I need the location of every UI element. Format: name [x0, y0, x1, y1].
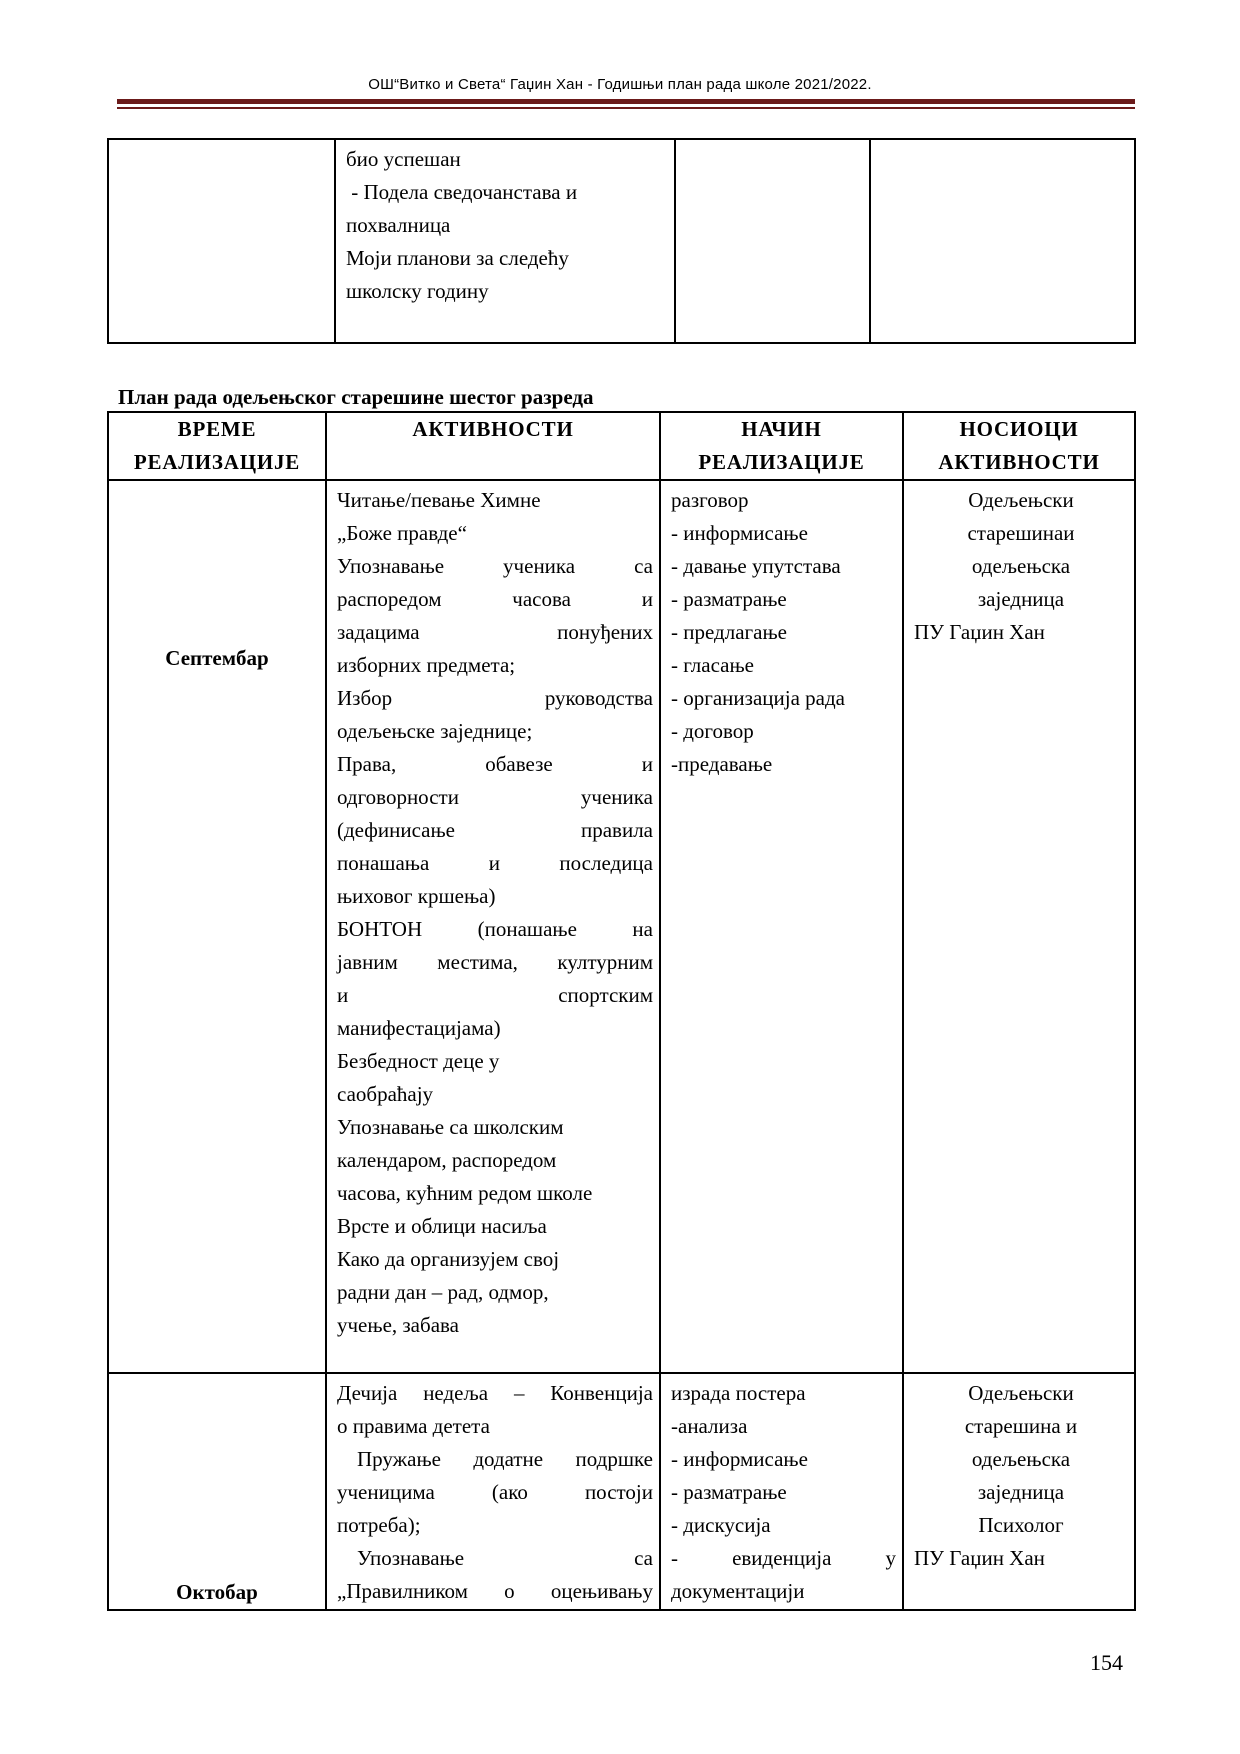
activity-line: одељењске заједнице;	[337, 719, 533, 743]
page-number: 154	[1090, 1650, 1123, 1675]
activity-line: одговорности ученика	[337, 785, 653, 809]
activity-line: Упознавање са	[357, 1546, 653, 1570]
activity-line: њиховог кршења)	[337, 884, 496, 908]
header-method	[660, 412, 903, 480]
carrier-line: одељењска	[971, 1447, 1071, 1471]
month-cell	[108, 480, 326, 1373]
carrier-line: ПУ Гаџин Хан	[914, 620, 1045, 644]
header-carriers-line1: НОСИОЦИ	[959, 417, 1079, 441]
activity-line: календаром, распоредом	[337, 1148, 557, 1172]
carrier-line: Психолог	[978, 1513, 1064, 1537]
table-row	[108, 1373, 1135, 1610]
activity-line: манифестацијама)	[337, 1016, 501, 1040]
activity-line: часова, кућним редом школе	[337, 1181, 593, 1205]
activity-line: Упознавање ученика са	[337, 554, 653, 578]
activity-line: изборних предмета;	[337, 653, 516, 677]
carrier-line: ПУ Гаџин Хан	[914, 1546, 1045, 1570]
method-line: - информисање	[671, 521, 808, 545]
method-line: - разматрање	[671, 1480, 787, 1504]
activity-line: Читање/певање Химне	[337, 488, 541, 512]
activity-line: Права, обавезе и	[337, 752, 653, 776]
activity-line: „Правилником о оцењивању	[337, 1579, 653, 1603]
carrier-line: старешина и	[964, 1414, 1078, 1438]
method-line: израда постера	[671, 1381, 806, 1405]
activity-line: школску годину	[346, 279, 489, 303]
plan-title: План рада одељењског старешине шестог разреда	[118, 385, 594, 409]
activity-line: Безбедност деце у	[337, 1049, 500, 1073]
carrier-line: заједница	[977, 587, 1065, 611]
activity-line: о правима детета	[337, 1414, 490, 1438]
activity-line: био успешан	[346, 147, 461, 171]
activity-line: задацима понуђених	[337, 620, 653, 644]
header-carriers	[903, 412, 1135, 480]
method-line: - информисање	[671, 1447, 808, 1471]
activity-line: учење, забава	[337, 1313, 459, 1337]
table-header-row	[108, 412, 1135, 480]
activity-line: Пружање додатне подршке	[357, 1447, 653, 1471]
month-cell	[108, 1373, 326, 1610]
header-rule-thick	[117, 99, 1135, 104]
carrier-line: Одељењски	[968, 488, 1074, 512]
plan-table	[107, 411, 1136, 1611]
method-line: - договор	[671, 719, 754, 743]
continued-table	[107, 138, 1136, 344]
activity-line: потреба);	[337, 1513, 421, 1537]
activity-line: понашања и последица	[337, 851, 653, 875]
activity-line: ученицима (ако постоји	[337, 1480, 653, 1504]
activity-line: БОНТОН (понашање на	[337, 917, 653, 941]
activity-line: Како да организујем свој	[337, 1247, 560, 1271]
method-line: - организација рада	[671, 686, 845, 710]
running-header: ОШ“Витко и Света“ Гаџин Хан - Годишњи план рада школе 2021/2022.	[368, 76, 872, 93]
method-line: - давање упутстава	[671, 554, 841, 578]
carrier-line: Одељењски	[968, 1381, 1074, 1405]
activity-line: - Подела сведочанстава и	[346, 180, 578, 204]
method-line: -анализа	[671, 1414, 748, 1438]
activity-line: „Боже правде“	[337, 521, 467, 545]
carrier-line: одељењска	[971, 554, 1071, 578]
activity-line: Врсте и облици насиља	[337, 1214, 547, 1238]
method-line: разговор	[671, 488, 749, 512]
continued-carriers-cell	[870, 139, 1135, 343]
carrier-line: заједница	[977, 1480, 1065, 1504]
header-method-line1: НАЧИН	[741, 417, 822, 441]
continued-time-cell	[108, 139, 335, 343]
method-line: - гласање	[671, 653, 754, 677]
header-carriers-line2: АКТИВНОСТИ	[938, 450, 1100, 474]
activity-line: (дефинисање правила	[337, 818, 653, 842]
method-cell	[660, 1373, 903, 1610]
activity-line: распоредом часова и	[337, 587, 653, 611]
method-line: документацији	[671, 1579, 805, 1603]
carriers-cell	[903, 1373, 1135, 1610]
table-row	[108, 480, 1135, 1373]
header-rule-thin	[117, 107, 1135, 109]
method-line: - разматрање	[671, 587, 787, 611]
carrier-line: старешинаи	[967, 521, 1075, 545]
header-time-line1: ВРЕМЕ	[177, 417, 257, 441]
method-line: - евиденција у	[671, 1546, 896, 1570]
activity-line: Дечија недеља – Конвенција	[337, 1381, 653, 1405]
header-time-line2: РЕАЛИЗАЦИЈЕ	[133, 450, 301, 474]
activity-line: и спортским	[337, 983, 653, 1007]
month-label: Септембар	[165, 646, 269, 670]
method-line: - дискусија	[671, 1513, 771, 1537]
carriers-cell	[903, 480, 1135, 1373]
method-line: -предавање	[671, 752, 773, 776]
activity-line: похвалница	[346, 213, 451, 237]
header-activities-line1: АКТИВНОСТИ	[412, 417, 574, 441]
activity-line: радни дан – рад, одмор,	[337, 1280, 549, 1304]
activity-line: Избор руководства	[337, 686, 653, 710]
method-cell	[660, 480, 903, 1373]
continued-activities-cell	[335, 139, 675, 343]
month-label: Октобар	[176, 1580, 258, 1604]
activity-line: Моји планови за следећу	[346, 246, 569, 270]
activity-line: саобраћају	[337, 1082, 434, 1106]
header-activities	[326, 412, 660, 480]
header-method-line2: РЕАЛИЗАЦИЈЕ	[698, 450, 865, 474]
method-line: - предлагање	[671, 620, 787, 644]
activity-line: јавним местима, културним	[337, 950, 653, 974]
header-time	[108, 412, 326, 480]
continued-method-cell	[675, 139, 870, 343]
activity-line: Упознавање са школским	[337, 1115, 564, 1139]
activities-cell	[326, 480, 660, 1373]
activities-cell	[326, 1373, 660, 1610]
